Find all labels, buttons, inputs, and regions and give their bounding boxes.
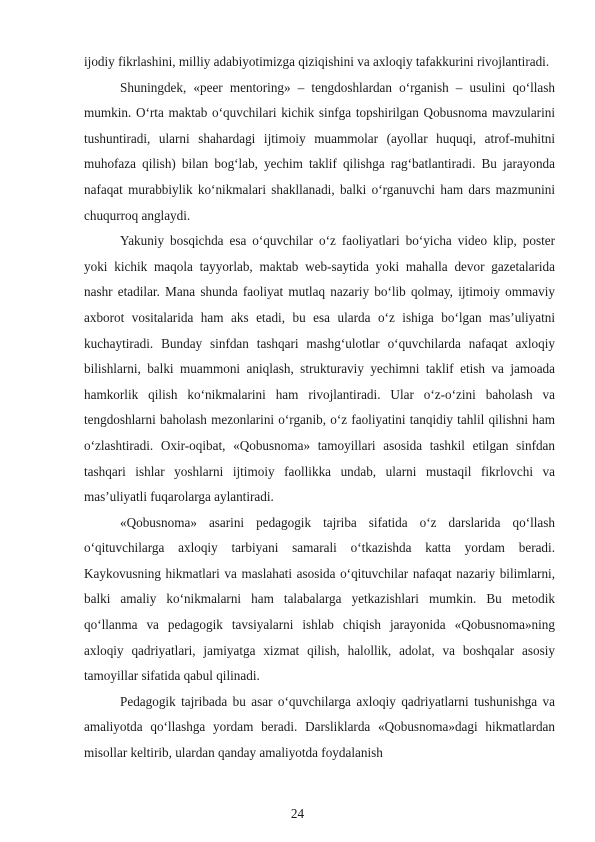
page-number: 24 (290, 806, 305, 821)
paragraph-practice: Pedagogik tajribada bu asar o‘quvchilarga axloqiy qadriyatlarni tushunishga va amaliyotda qo‘llashga yordam beradi. Darsliklarda «Qobusnoma»dagi hikmatlardan misollar keltirib, ulardan qanday amaliyotda foydalanish (84, 693, 555, 761)
body-text (84, 49, 555, 766)
paragraph-continuation: ijodiy fikrlashini, milliy adabiyotimizga qiziqishini va axloqiy tafakkurini rivojlantiradi. (84, 54, 550, 69)
paragraph-final-stage: Yakuniy bosqichda esa o‘quvchilar o‘z faoliyatlari bo‘yicha video klip, poster yoki kichik maqola tayyorlab, maktab web-saytida yoki mahalla devor gazetalarida nashr etadilar. Mana shunda faoliyat mutlaq nazariy bo‘lib qolmay, ijtimoiy ommaviy axborot vositalarida ham aks etadi, bu esa ularda o‘z ishiga bo‘lgan mas’uliyatni kuchaytiradi. Bunday sinfdan tashqari mashg‘ulotlar o‘quvchilarda nafaqat axloqiy bilishlarni, balki muammoni aniqlash, strukturaviy yechimni taklif etish va jamoada hamkorlik qilish ko‘nikmalarini ham rivojlantiradi. Ular o‘z-o‘zini baholash va tengdoshlarni baholash mezonlarini o‘rganib, o‘z faoliyatini tanqidiy tahlil qilishni ham o‘zlashtiradi. Oxir-oqibat, «Qobusnoma» tamoyillari asosida tashkil etilgan sinfdan tashqari ishlar yoshlarni ijtimoiy faollikka undab, ularni mustaqil fikrlovchi va mas’uliyatli fuqarolarga aylantiradi. (84, 233, 555, 505)
paragraph-pedagogical-experience: «Qobusnoma» asarini pedagogik tajriba sifatida o‘z darslarida qo‘llash o‘qituvchilarga axloqiy tarbiyani samarali o‘tkazishda katta yordam beradi. Kaykovusning hikmatlari va maslahati asosida o‘qituvchilar nafaqat nazariy bilimlarni, balki amaliy ko‘nikmalarni ham talabalarga yetkazishlari mumkin. Bu metodik qo‘llanma va pedagogik tavsiyalarni ishlab chiqish jarayonida «Qobusnoma»ning axloqiy qadriyatlari, jamiyatga xizmat qilish, halollik, adolat, va boshqalar asosiy tamoyillar sifatida qabul qilinadi. (84, 514, 555, 684)
paragraph-peer-mentoring: Shuningdek, «peer mentoring» – tengdoshlardan o‘rganish – usulini qo‘llash mumkin. O‘rta maktab o‘quvchilari kichik sinfga topshirilgan Qobusnoma mavzularini tushuntiradi, ularni shahardagi ijtimoiy muammolar (ayollar huquqi, atrof-muhitni muhofaza qilish) bilan bog‘lab, yechim taklif qilishga rag‘batlantiradi. Bu jarayonda nafaqat murabbiylik ko‘nikmalari shakllanadi, balki o‘rganuvchi ham dars mazmunini chuqurroq anglaydi. (84, 79, 555, 223)
